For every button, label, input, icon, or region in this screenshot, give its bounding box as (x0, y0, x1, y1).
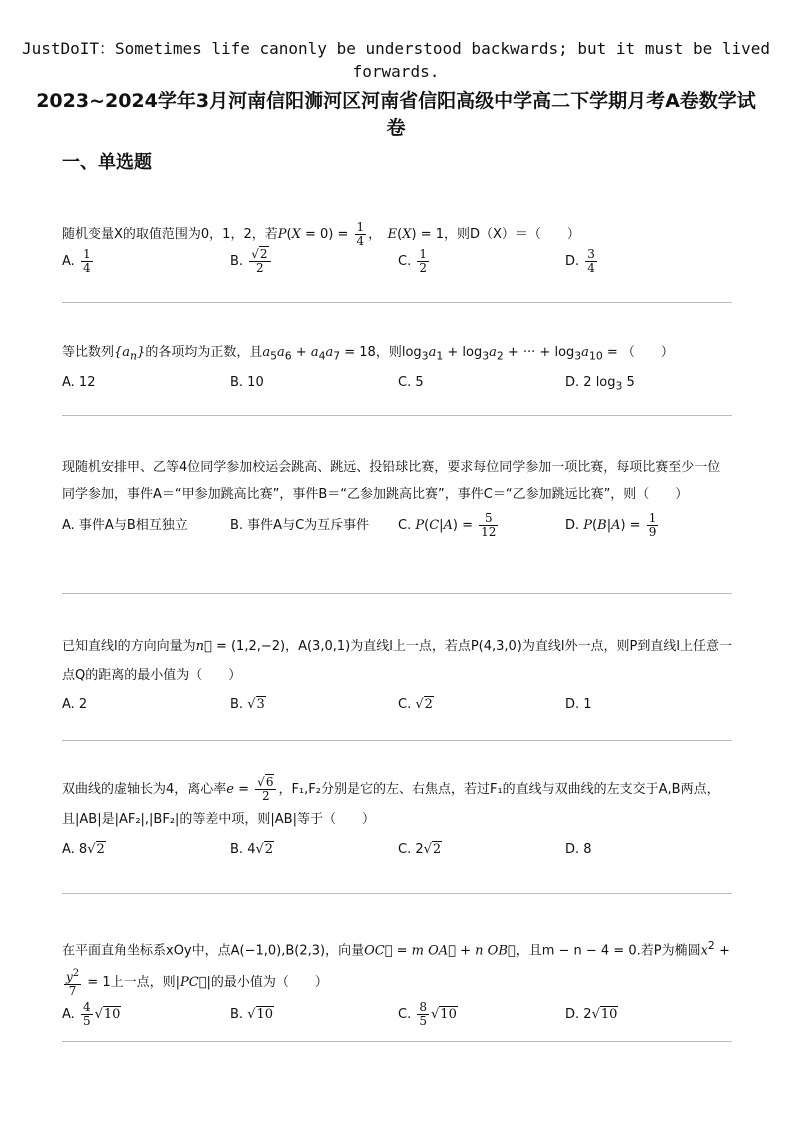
q5-stem-b: ，F₁,F₂分别是它的左、右焦点，若过F₁的直线与双曲线的左支交于A,B两点，且|AB|是|AF₂|,|BF₂|的等差中项，则|AB|等于（ ） (62, 782, 720, 827)
q6-option-b[interactable]: B. √10 (230, 1007, 274, 1023)
q6-option-c[interactable]: C. $\frac{8}{5}$ √10 (398, 1000, 457, 1029)
q2-stem-d: （ ） (621, 345, 674, 360)
q5-option-c[interactable]: C. 2√2 (398, 842, 442, 857)
q6-option-d[interactable]: D. 2√10 (565, 1007, 618, 1023)
q5-option-d[interactable]: D. 8 (565, 842, 592, 857)
q3-option-a[interactable]: A. 事件A与B相互独立 (62, 518, 188, 533)
divider (62, 740, 732, 741)
q1-stem-a: 随机变量X的取值范围为0，1，2，若 (62, 227, 278, 242)
divider (62, 1041, 732, 1042)
q1-option-d[interactable]: D. $\frac{3}{4}$ (565, 247, 595, 275)
q4-option-b[interactable]: B. √3 (230, 697, 265, 712)
q6-option-a[interactable]: A. $\frac{4}{5}$ √10 (62, 1000, 121, 1029)
q3-option-b[interactable]: B. 事件A与C为互斥事件 (230, 518, 370, 533)
q4-option-d[interactable]: D. 1 (565, 697, 592, 712)
q2-stem-c: ，则 (375, 345, 402, 360)
q2-option-d[interactable]: D. 2 $\log_3 5$ (565, 374, 635, 393)
q1-stem-b: ，则D（X）＝（ ） (444, 227, 580, 242)
q3-option-c[interactable]: C. P(C|A) = $\frac{5}{12}$ (398, 511, 497, 539)
q2-option-c[interactable]: C. 5 (398, 374, 424, 390)
paper-title: 2023~2024学年3月河南信阳浉河区河南省信阳高级中学高二下学期月考A卷数学试卷 (36, 90, 756, 139)
q4-option-a[interactable]: A. 2 (62, 697, 88, 712)
motto: JustDoIT：Sometimes life canonly be understood backwards; but it must be lived forwards. (21, 39, 771, 81)
question-6: 在平面直角坐标系xOy中，点A(−1,0),B(2,3)，向量OC⃗ = m OA⃗ + n OB⃗，且m − n − 4 = 0.若P为椭圆$x^2$ + $\frac{y^2}{7}$ = 1上一点，则|PC⃗|的最小值为（ ） A. $\frac{4}{5}$ √10 B. √10 C. $\frac{8}{5}$ √10 D. 2√10 (62, 930, 732, 1025)
q2-stem-a: 等比数列 (62, 345, 115, 360)
question-4: 已知直线l的方向向量为n⃗ = (1,2,−2)，A(3,0,1)为直线l上一点，若点P(4,3,0)为直线l外一点，则P到直线l上任意一点Q的距离的最小值为（ ） A. 2 B. √3 C. √2 D. 1 (62, 632, 732, 716)
divider (62, 893, 732, 894)
divider (62, 593, 732, 594)
q6-stem-a: 在平面直角坐标系xOy中，点A(−1,0),B(2,3)，向量 (62, 943, 365, 959)
q2-stem-b: 的各项均为正数，且 (145, 345, 263, 360)
q3-option-d[interactable]: D. P(B|A) = $\frac{1}{9}$ (565, 511, 657, 539)
q5-option-a[interactable]: A. 8√2 (62, 842, 105, 857)
question-5: 双曲线的虚轴长为4，离心率e = $\frac{√6}{2}$ ，F₁,F₂分别是它的左、右焦点，若过F₁的直线与双曲线的左支交于A,B两点，且|AB|是|AF₂|,|BF₂|的等差中项，则|AB|等于（ ） A. 8√2 B. 4√2 C. 2√2 D. 8 (62, 775, 732, 861)
q5-option-b[interactable]: B. 4√2 (230, 842, 274, 857)
q1-option-a[interactable]: A. $\frac{1}{4}$ (62, 247, 91, 275)
q4-option-c[interactable]: C. √2 (398, 697, 433, 712)
q6-stem-b: ，且m − n − 4 = 0.若P为椭圆 (515, 943, 701, 959)
q1-option-b[interactable]: B. $\frac{√2}{2}$ (230, 248, 273, 275)
q3-stem: 现随机安排甲、乙等4位同学参加校运会跳高、跳远、投铅球比赛，要求每位同学参加一项比赛，每项比赛至少一位同学参加，事件A＝“甲参加跳高比赛”，事件B＝“乙参加跳高比赛”，事件C＝“乙参加跳远比赛”，则（ ） (62, 460, 721, 502)
question-2: 等比数列$\{a_n\}$的各项均为正数，且$a_5a_6 + a_4a_7 = 18$，则$\log_3a_1 + \log_3a_2$ + ··· + $\log_3a_{10}$ = （ ） A. 12 B. 10 C. 5 D. 2 $\log_3 5$ (62, 340, 732, 396)
divider (62, 302, 732, 303)
q2-option-b[interactable]: B. 10 (230, 374, 264, 390)
question-3 (62, 454, 732, 538)
q1-option-c[interactable]: C. $\frac{1}{2}$ (398, 247, 427, 275)
question-1: 随机变量X的取值范围为0，1，2，若P(X = 0) = $\frac{1}{4}$ ， E(X) = 1，则D（X）＝（ ） A. $\frac{1}{4}$ B. $\frac{√2}{2}$ C. $\frac{1}{2}$ D. $\frac{3}{4}$ (62, 221, 732, 274)
q4-stem-a: 已知直线l的方向向量为 (62, 639, 196, 654)
q2-option-a[interactable]: A. 12 (62, 374, 96, 390)
q6-stem-d: 的最小值为（ ） (210, 975, 328, 991)
q6-stem-c: 上一点，则 (110, 975, 176, 991)
q5-stem-a: 双曲线的虚轴长为4，离心率 (62, 782, 227, 797)
divider (62, 415, 732, 416)
q4-stem-b: ，A(3,0,1)为直线l上一点，若点P(4,3,0)为直线l外一点，则P到直线l上任意一点Q的距离的最小值为（ ） (62, 639, 732, 683)
section-title: 一、单选题 (62, 152, 152, 173)
